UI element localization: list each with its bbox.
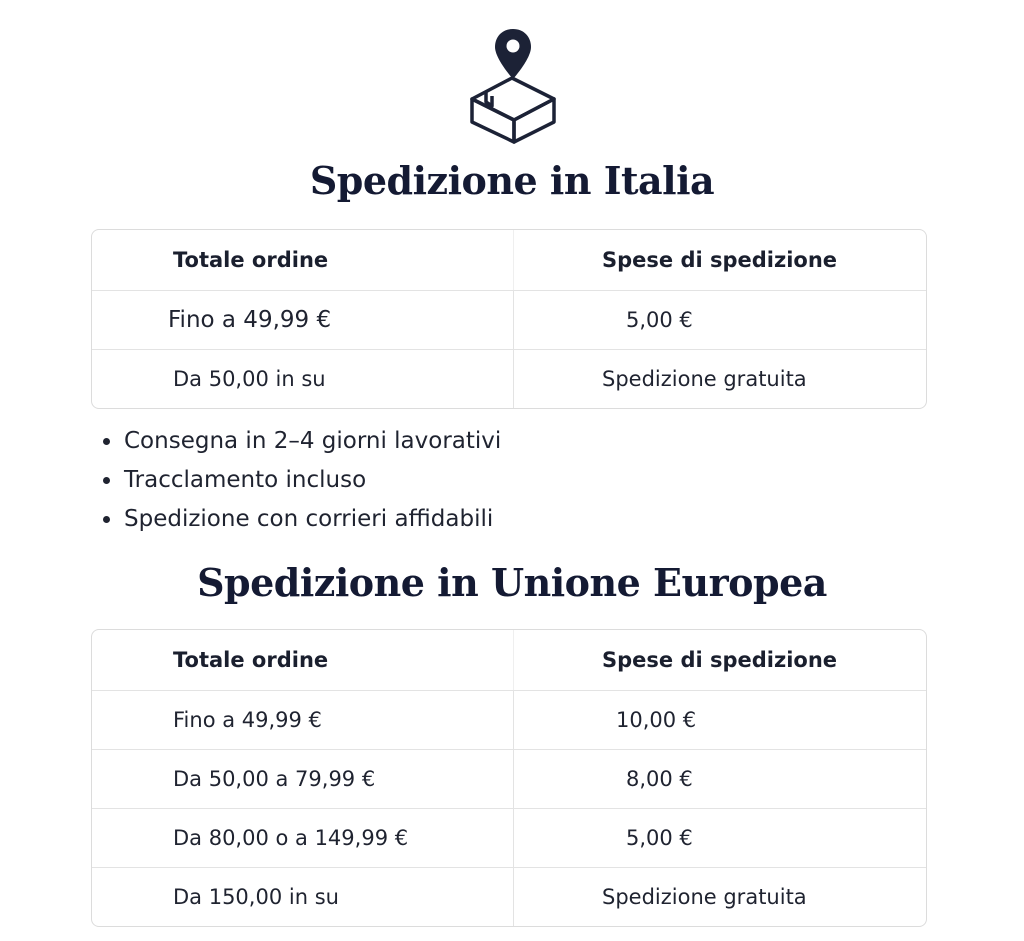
list-item xyxy=(103,500,501,539)
table-row xyxy=(92,349,926,408)
shipping-cost: Spedizione gratuita xyxy=(602,367,807,391)
shipping-cost: 10,00 € xyxy=(616,708,697,732)
list-item xyxy=(103,422,501,461)
order-range: Da 150,00 in su xyxy=(92,868,514,926)
list-item xyxy=(103,461,501,500)
feature-text: Tracclamento incluso xyxy=(124,467,367,493)
order-range: Da 50,00 in su xyxy=(92,350,514,408)
table-row xyxy=(92,690,926,749)
order-range: Fino a 49,99 € xyxy=(92,291,514,349)
header-order-total: Totale ordine xyxy=(92,230,514,290)
header-order-total: Totale ordine xyxy=(92,630,514,690)
bullet-dot-icon xyxy=(103,438,110,445)
shipping-cost: 5,00 € xyxy=(626,826,693,850)
eu-shipping-table xyxy=(91,629,927,927)
italy-shipping-table xyxy=(91,229,927,409)
table-header-row xyxy=(92,230,926,290)
shipping-cost: 5,00 € xyxy=(626,308,693,332)
order-range: Fino a 49,99 € xyxy=(92,691,514,749)
bullet-dot-icon xyxy=(103,516,110,523)
feature-text: Consegna in 2–4 giorni lavorativi xyxy=(124,428,502,454)
order-range: Da 80,00 o a 149,99 € xyxy=(92,809,514,867)
eu-section-title: Spedizione in Unione Europea xyxy=(197,560,827,605)
bullet-dot-icon xyxy=(103,477,110,484)
shipping-cost: 8,00 € xyxy=(626,767,693,791)
italy-section-title: Spedizione in Italia xyxy=(309,158,715,203)
header-shipping-cost: Spese di spedizione xyxy=(602,248,838,272)
italy-features-list xyxy=(103,422,501,539)
table-row xyxy=(92,290,926,349)
box-location-pin-icon xyxy=(462,22,562,147)
table-header-row xyxy=(92,630,926,690)
table-row xyxy=(92,867,926,926)
header-shipping-cost: Spese di spedizione xyxy=(602,648,838,672)
table-row xyxy=(92,749,926,808)
order-range: Da 50,00 a 79,99 € xyxy=(92,750,514,808)
table-row xyxy=(92,808,926,867)
feature-text: Spedizione con corrieri affidabili xyxy=(124,506,494,532)
shipping-cost: Spedizione gratuita xyxy=(602,885,807,909)
